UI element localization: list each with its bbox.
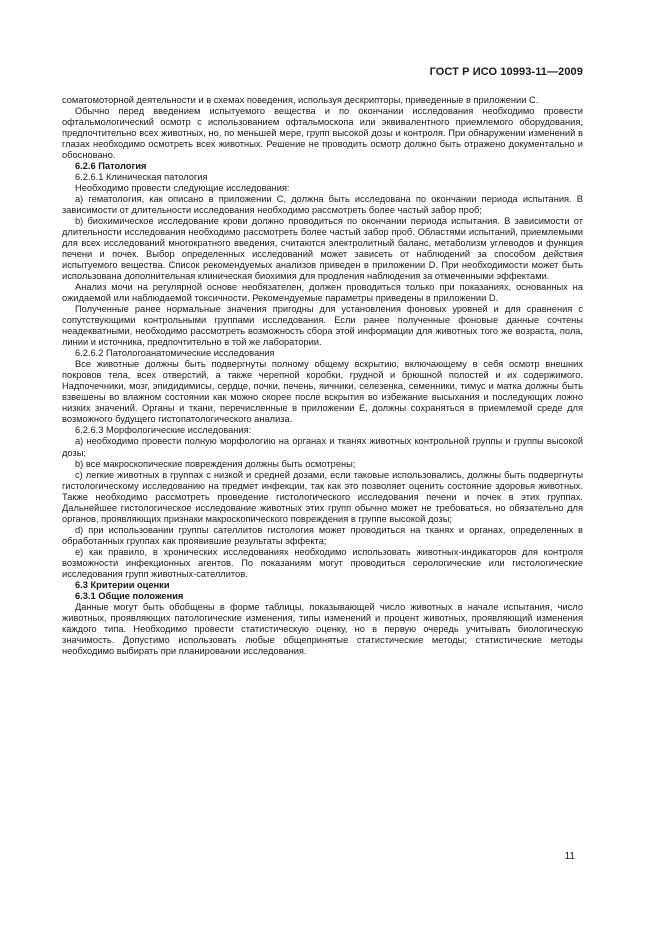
paragraph: соматомоторной деятельности и в схемах поведения, используя дескрипторы, приведенные в приложении С. bbox=[62, 95, 539, 105]
section-heading: 6.3 Критерии оценки bbox=[75, 579, 170, 590]
paragraph: Полученные ранее нормальные значения пригодны для установления фоновых уровней и для сравнения с сопутствующими контрольными группами исследования. Если ранее полученные фоновые данные сочтены неадекватными, необходимо рассмотреть возможность сбора этой информации для животных того же возраста, пола, линии и источника, предпочтительно в той же лаборатории. bbox=[62, 304, 583, 348]
paragraph: Необходимо провести следующие исследования: bbox=[75, 183, 290, 194]
list-item: с) легкие животных в группах с низкой и средней дозами, если таковые использовались, должны быть подвергнуты гистологическому исследованию на предмет инфекции, так как это позволяет оценить состояние здоровья животных. Также необходимо рассмотреть проведение гистологического исследования печени и почек в этих группах. Дальнейшее гистологическое исследование животных этих групп обычно может не требоваться, но обязательно для органов, проявляющих признаки макроскопического повреждения в группе высокой дозы; bbox=[62, 469, 583, 524]
list-item: b) все макроскопические повреждения должны быть осмотрены; bbox=[75, 458, 356, 469]
list-item: b) биохимическое исследование крови должно проводиться по окончании периода испытания. В зависимости от длительности исследования необходимо рассмотреть более частый забор проб. Областями испытаний, приемлемыми для всех исследований многократного введения, считаются электролитный баланс, метаболизм углеводов и функция печени и почек. Выбор определенных исследований может зависеть от наблюдений за способом действия испытуемого вещества. Список рекомендуемых анализов приведен в приложении D. При необходимости может быть использована дополнительная клиническая биохимия для продления наблюдения за отмеченными эффектами. bbox=[62, 216, 583, 282]
subsection-heading: 6.3.1 Общие положения bbox=[75, 590, 184, 601]
subsection-heading: 6.2.6.3 Морфологические исследования: bbox=[75, 425, 252, 436]
list-item: а) гематология, как описано в приложении С, должна быть исследована по окончании периода испытания. В зависимости от длительности исследования необходимо рассмотреть более частый забор проб; bbox=[62, 194, 583, 216]
page-number: 11 bbox=[564, 851, 575, 862]
paragraph: Обычно перед введением испытуемого вещества и по окончании исследования необходимо провести офтальмологический осмотр с использованием офтальмоскопа или эквивалентного приемлемого оборудования, предпочтительно всех животных, но, по меньшей мере, групп высокой дозы и контроля. При обнаружении изменений в глазах необходимо осмотреть всех животных. Решение не проводить осмотр должно быть отражено документально и обосновано. bbox=[62, 106, 583, 161]
paragraph: Данные могут быть обобщены в форме таблицы, показывающей число животных в начале испытания, число животных, проявляющих патологические изменения, типы изменений и процент животных, проявляющий изменения каждого типа. Необходимо провести статистическую оценку, но в первую очередь учитывать биологическую значимость. Допустимо использовать любые общепринятые статистические методы; статистические методы необходимо выбирать при планировании исследования. bbox=[62, 601, 583, 656]
subsection-heading: 6.2.6.2 Патологоанатомические исследования bbox=[75, 348, 275, 359]
list-item: d) при использовании группы сателлитов гистология может проводиться на тканях и органах, определенных в обработанных группах как проявившие результаты эффекта; bbox=[62, 524, 583, 546]
paragraph: Анализ мочи на регулярной основе необязателен, должен проводиться только при показаниях, основанных на ожидаемой или наблюдаемой токсичности. Рекомендуемые параметры приведены в приложении D. bbox=[62, 282, 583, 304]
document-header: ГОСТ Р ИСО 10993-11—2009 bbox=[429, 66, 583, 78]
list-item: е) как правило, в хронических исследованиях необходимо использовать животных-индикаторов для контроля возможности инфекционных агентов. По показаниям могут проводиться серологические или гистологические исследования групп животных-сателлитов. bbox=[62, 546, 583, 579]
document-body bbox=[62, 95, 583, 657]
subsection-heading: 6.2.6.1 Клиническая патология bbox=[75, 172, 208, 183]
paragraph: Все животные должны быть подвергнуты полному общему вскрытию, включающему в себя осмотр внешних покровов тела, всех отверстий, а также черепной коробки, грудной и брюшной полостей и их содержимого. Надпочечники, мозг, эпидидимисы, сердце, почки, печень, яичники, селезенка, семенники, тимус и матка должны быть взвешены во влажном состоянии как можно скорее после вскрытия во избежание высыхания и последующих ложно низких значений. Органы и ткани, перечисленные в приложении Е, должны сохраняться в приемлемой среде для возможного будущего гистопатологического анализа. bbox=[62, 359, 583, 425]
list-item: а) необходимо провести полную морфологию на органах и тканях животных контрольной группы и группы высокой дозы; bbox=[62, 436, 583, 458]
section-heading: 6.2.6 Патология bbox=[75, 161, 147, 172]
